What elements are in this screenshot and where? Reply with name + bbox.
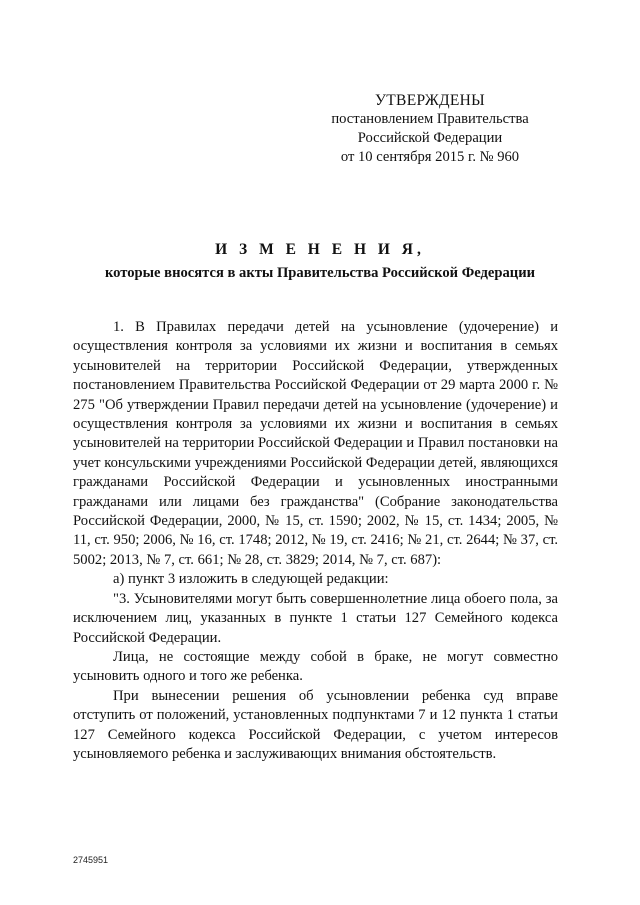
document-title: И З М Е Н Е Н И Я, <box>215 241 425 258</box>
document-heading <box>60 240 580 283</box>
approval-line-3: от 10 сентября 2015 г. № 960 <box>340 149 520 165</box>
paragraph-5: При вынесении решения об усыновлении ребенка суд вправе отступить от положений, установленных подпунктами 7 и 12 пункта 1 статьи 127 Семейного кодекса Российской Федерации, с учетом интересов усыновляемого ребенка и заслуживающих внимания обстоятельств. <box>73 687 558 762</box>
paragraph-3: "3. Усыновителями могут быть совершеннолетние лица обоего пола, за исключением лиц, указанных в пункте 1 статьи 127 Семейного кодекса Российской Федерации. <box>73 590 558 646</box>
document-id: 2745951 <box>73 855 109 865</box>
paragraph-1: 1. В Правилах передачи детей на усыновление (удочерение) и осуществления контроля за условиями их жизни и воспитания в семьях усыновителей на территории Российской Федерации, утвержденных постановлением Правительства Российской Федерации от 29 марта 2000 г. № 275 "Об утверждении Правил передачи детей на усыновление (удочерение) и осуществления контроля за условиями их жизни и воспитания в семьях усыновителей на территории Российской Федерации и Правил постановки на учет консульскими учреждениями Российской Федерации детей, являющихся гражданами Российской Федерации и усыновленных иностранными гражданами или лицами без гражданства" (Собрание законодательства Российской Федерации, 2000, № 15, ст. 1590; 2002, № 15, ст. 1434; 2005, № 11, ст. 950; 2006, № 16, ст. 1748; 2012, № 19, ст. 2416; № 21, ст. 2644; № 37, ст. 5002; 2013, № 7, ст. 661; № 28, ст. 3829; 2014, № 7, ст. 687): <box>73 319 558 568</box>
paragraph-2: а) пункт 3 изложить в следующей редакции: <box>113 571 389 588</box>
approval-stamp <box>330 91 530 167</box>
approval-line-2: Российской Федерации <box>357 130 503 146</box>
paragraph-4: Лица, не состоящие между собой в браке, не могут совместно усыновить одного и того же ребенка. <box>73 648 558 685</box>
approval-approved: УТВЕРЖДЕНЫ <box>375 92 485 109</box>
document-subtitle: которые вносятся в акты Правительства Российской Федерации <box>104 265 536 281</box>
approval-line-1: постановлением Правительства <box>331 111 529 127</box>
document-body <box>73 318 558 764</box>
